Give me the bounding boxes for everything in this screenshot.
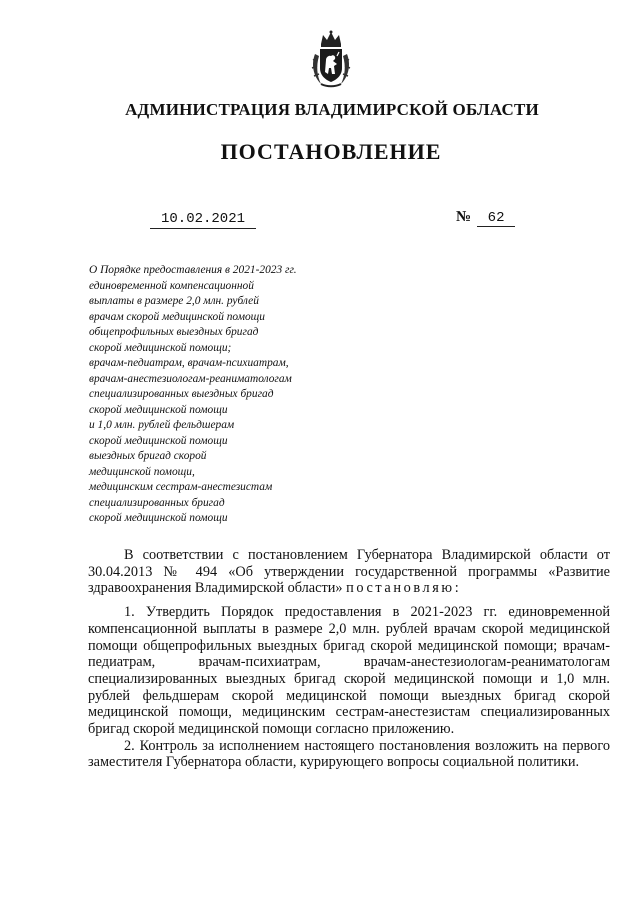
number-sign: №: [456, 209, 472, 225]
title-line: специализированных бригад: [89, 496, 225, 509]
clause-2: 2. Контроль за исполнением настоящего постановления возложить на первого заместителя Губернатора области, курирующего вопросы социальной политики.: [88, 737, 610, 771]
clause-1: 1. Утвердить Порядок предоставления в 2021-2023 гг. единовременной компенсационной выплаты в размере 2,0 млн. рублей врачам скорой медицинской помощи общепрофильных выездных бригад скорой медицинской помощи; врачам-педиатрам, врачам-психиатрам, врачам-анестезиологам-реаниматологам специализированных выездных бригад скорой медицинской помощи и 1,0 млн. рублей фельдшерам скорой медицинской помощи выездных бригад скорой медицинской помощи, медицинским сестрам-анестезистам специализированных бригад скорой медицинской помощи согласно приложению.: [88, 604, 610, 738]
title-line: и 1,0 млн. рублей фельдшерам: [89, 419, 235, 431]
preamble-text: В соответствии с постановлением Губернатора Владимирской области от 30.04.2013 № 494 «Об утверждении государственной программы «Развитие здравоохранения Владимирской области»: [88, 547, 610, 597]
document-body: [88, 547, 610, 771]
document-number: [456, 209, 515, 227]
title-line: специализированных выездных бригад: [89, 388, 274, 400]
title-line: скорой медицинской помощи;: [89, 341, 232, 354]
title-line: выплаты в размере 2,0 млн. рублей: [89, 295, 259, 307]
title-line: единовременной компенсационной: [89, 279, 254, 292]
title-line: врачам скорой медицинской помощи: [89, 310, 265, 323]
title-line: врачам-анестезиологам-реаниматологам: [89, 372, 292, 385]
number-value: 62: [477, 210, 515, 227]
title-line: скорой медицинской помощи: [89, 434, 228, 447]
title-line: скорой медицинской помощи: [89, 403, 228, 416]
document-date: 10.02.2021: [150, 211, 256, 229]
document-type: ПОСТАНОВЛЕНИЕ: [220, 139, 442, 164]
title-line: медицинской помощи,: [89, 465, 195, 478]
title-line: врачам-педиатрам, врачам-психиатрам,: [89, 357, 289, 369]
title-line: О Порядке предоставления в 2021-2023 гг.: [89, 264, 297, 276]
preamble-paragraph: [88, 547, 610, 597]
document-title: [89, 263, 359, 527]
organization-name: АДМИНИСТРАЦИЯ ВЛАДИМИРСКОЙ ОБЛАСТИ: [125, 100, 539, 119]
decree-word: постановляю:: [346, 580, 462, 597]
title-line: скорой медицинской помощи: [89, 512, 228, 524]
title-line: общепрофильных выездных бригад: [89, 326, 259, 338]
vladimir-oblast-coat-of-arms-icon: [311, 30, 351, 88]
title-line: выездных бригад скорой: [89, 450, 207, 462]
title-line: медицинским сестрам-анестезистам: [89, 481, 273, 493]
